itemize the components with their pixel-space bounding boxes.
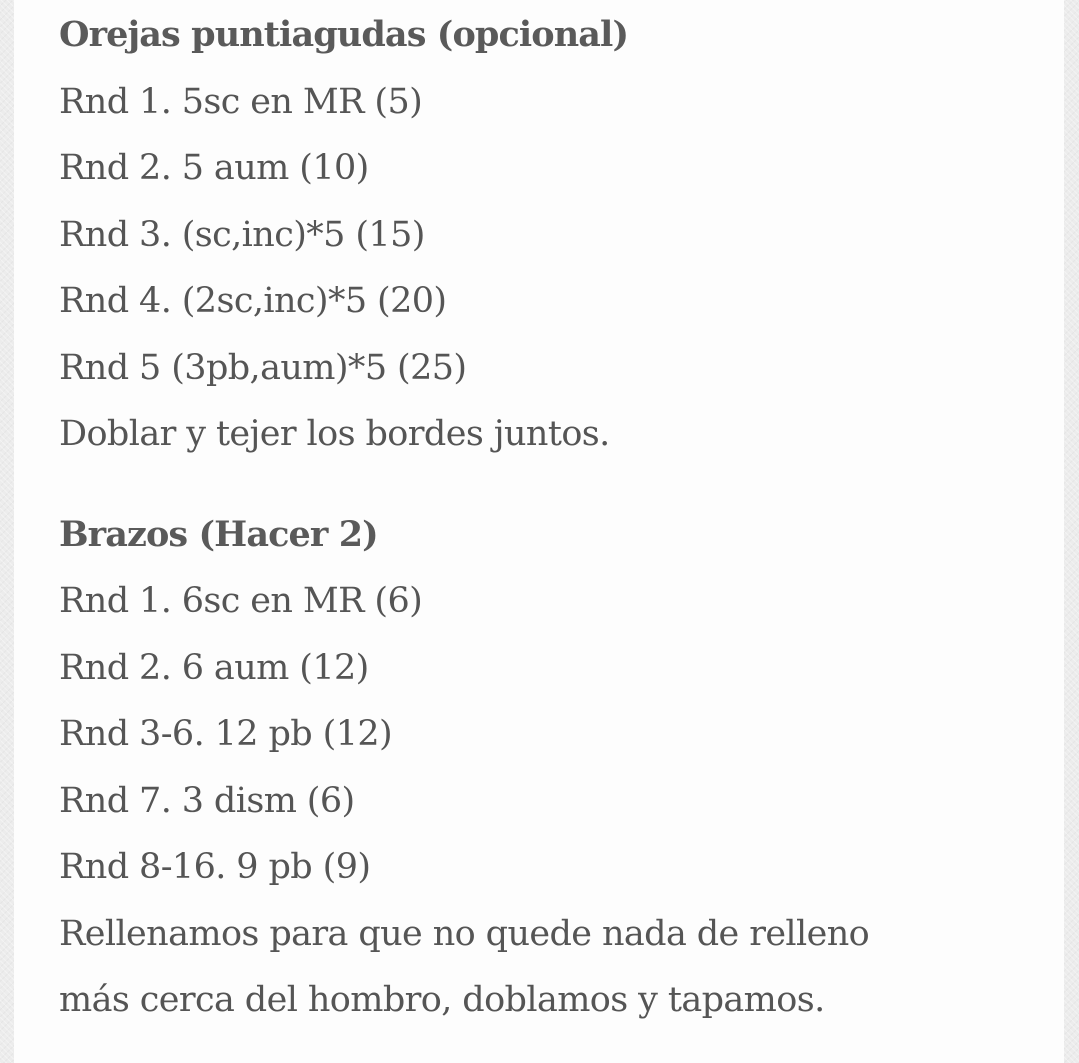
instruction-line: Rnd 2. 6 aum (12) — [59, 647, 369, 688]
closing-instruction-line: más cerca del hombro, doblamos y tapamos. — [59, 980, 825, 1020]
document-content — [59, 0, 1049, 1034]
section-spacer — [59, 468, 1049, 502]
instruction-line: Rnd 4. (2sc,inc)*5 (20) — [59, 281, 447, 321]
instruction-line: Rnd 1. 5sc en MR (5) — [59, 81, 423, 122]
instruction-line: Rnd 3. (sc,inc)*5 (15) — [59, 214, 425, 255]
instruction-line: Rnd 2. 5 aum (10) — [59, 148, 369, 188]
instruction-line: Doblar y tejer los bordes juntos. — [59, 414, 610, 454]
instruction-line: Rnd 3-6. 12 pb (12) — [59, 714, 393, 754]
section-heading-brazos: Brazos (Hacer 2) — [59, 513, 378, 555]
instruction-line: Rnd 1. 6sc en MR (6) — [59, 581, 423, 621]
instruction-line: Rnd 5 (3pb,aum)*5 (25) — [59, 347, 467, 388]
document-page — [14, 0, 1064, 1063]
section-heading-orejas: Orejas puntiagudas (opcional) — [59, 14, 629, 55]
closing-instruction-line: Rellenamos para que no quede nada de relleno — [59, 913, 870, 954]
instruction-line: Rnd 8-16. 9 pb (9) — [59, 847, 371, 887]
instruction-line: Rnd 7. 3 dism (6) — [59, 780, 355, 821]
